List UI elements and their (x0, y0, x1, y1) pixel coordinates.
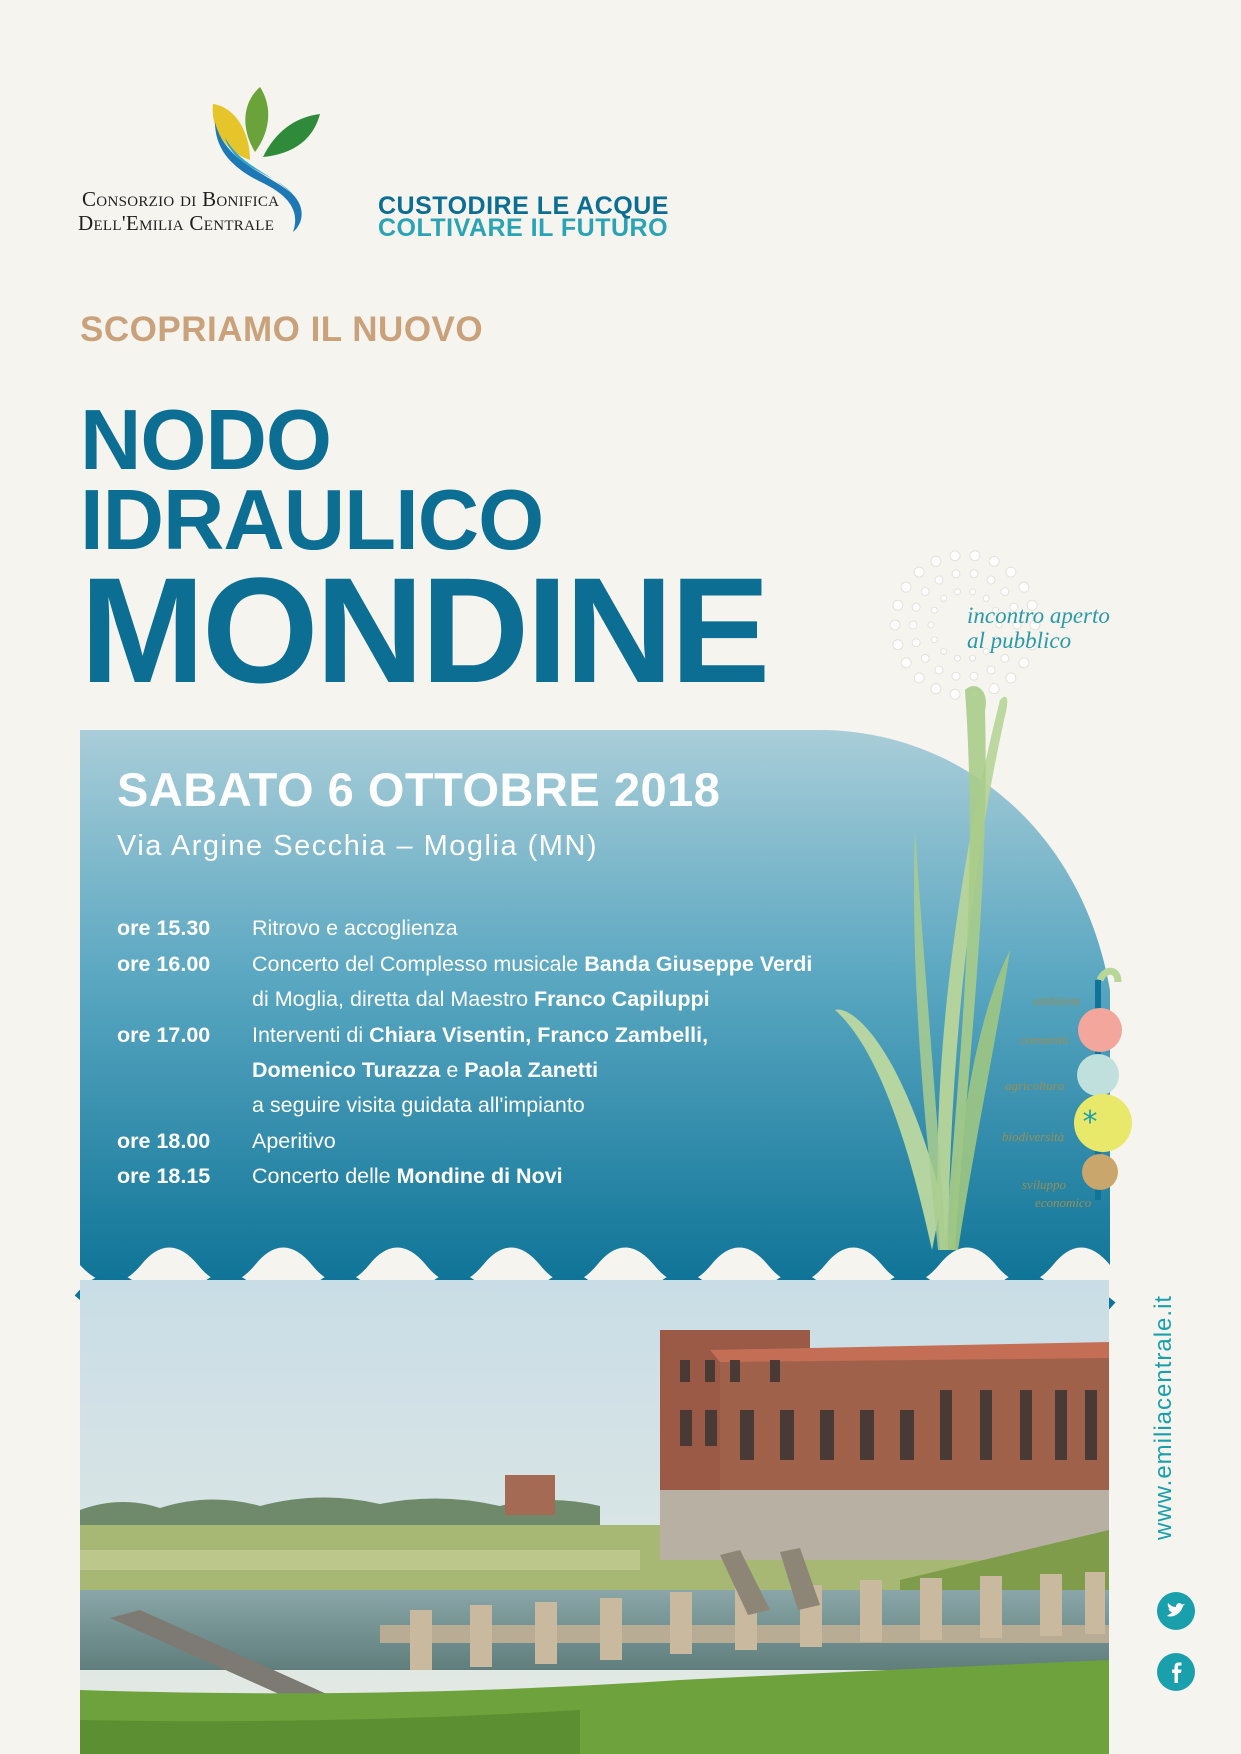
open-event-line2: al pubblico (967, 628, 1072, 653)
pumping-station-photo (80, 1280, 1109, 1754)
schedule-desc-bold: Franco Capiluppi (534, 987, 710, 1011)
schedule-desc-text: Interventi di (252, 1023, 370, 1047)
agricoltura-icon (1077, 1054, 1119, 1096)
website-link[interactable]: www.emiliacentrale.it (1150, 1294, 1177, 1540)
title-line1: NODO (80, 393, 331, 488)
schedule-desc (252, 1164, 563, 1189)
schedule-time: ore 18.15 (117, 1164, 211, 1188)
schedule-desc-text: e (440, 1058, 465, 1082)
value-label-agricoltura: agricoltura (1005, 1078, 1065, 1093)
event-date: SABATO 6 OTTOBRE 2018 (117, 763, 721, 816)
schedule-desc (252, 1023, 708, 1048)
value-label-ambiente: ambiente (1033, 993, 1081, 1008)
schedule-desc-bold: Paola Zanetti (464, 1058, 599, 1082)
schedule-desc (252, 987, 710, 1012)
schedule-time: ore 17.00 (117, 1023, 211, 1047)
value-label-economico: economico (1035, 1195, 1092, 1210)
slogan-line2: COLTIVARE IL FUTURO (378, 214, 669, 242)
schedule-desc (252, 952, 812, 977)
schedule-desc-text: Concerto del Complesso musicale (252, 952, 585, 976)
schedule-desc-bold: Domenico Turazza (252, 1058, 441, 1082)
schedule-desc: a seguire visita guidata all'impianto (252, 1093, 585, 1117)
logo-text-line1: Consorzio di Bonifica (82, 187, 280, 211)
schedule-desc-text: di Moglia, diretta dal Maestro (252, 987, 535, 1011)
facebook-icon[interactable] (1157, 1653, 1195, 1691)
open-event-line1: incontro aperto (967, 603, 1110, 628)
schedule-desc-bold: Mondine di Novi (396, 1164, 563, 1188)
logo-text-line2: Dell'Emilia Centrale (78, 211, 275, 235)
svg-text:*: * (1082, 1105, 1098, 1140)
schedule-time: ore 16.00 (117, 952, 211, 976)
value-label-comunita: comunità (1020, 1032, 1069, 1047)
comunita-icon (1078, 1008, 1122, 1052)
twitter-icon[interactable] (1157, 1592, 1195, 1630)
title-line3: MONDINE (80, 546, 768, 714)
schedule-desc-text: Concerto delle (252, 1164, 397, 1188)
schedule-desc-bold: Banda Giuseppe Verdi (584, 952, 813, 976)
schedule-time: ore 18.00 (117, 1129, 211, 1153)
event-location: Via Argine Secchia – Moglia (MN) (117, 830, 599, 862)
value-label-sviluppo: sviluppo (1022, 1177, 1067, 1192)
schedule-desc-bold: Chiara Visentin, Franco Zambelli, (369, 1023, 709, 1047)
sviluppo-icon (1082, 1154, 1118, 1190)
schedule-desc: Ritrovo e accoglienza (252, 916, 458, 940)
schedule-desc: Aperitivo (252, 1129, 336, 1153)
schedule-desc (252, 1058, 598, 1083)
title-line2: IDRAULICO (80, 473, 544, 568)
slogan-line1: CUSTODIRE LE ACQUE (378, 192, 669, 220)
value-label-biodiversita: biodiversità (1002, 1129, 1065, 1144)
schedule-time: ore 15.30 (117, 916, 211, 940)
kicker-heading: SCOPRIAMO IL NUOVO (80, 310, 484, 349)
